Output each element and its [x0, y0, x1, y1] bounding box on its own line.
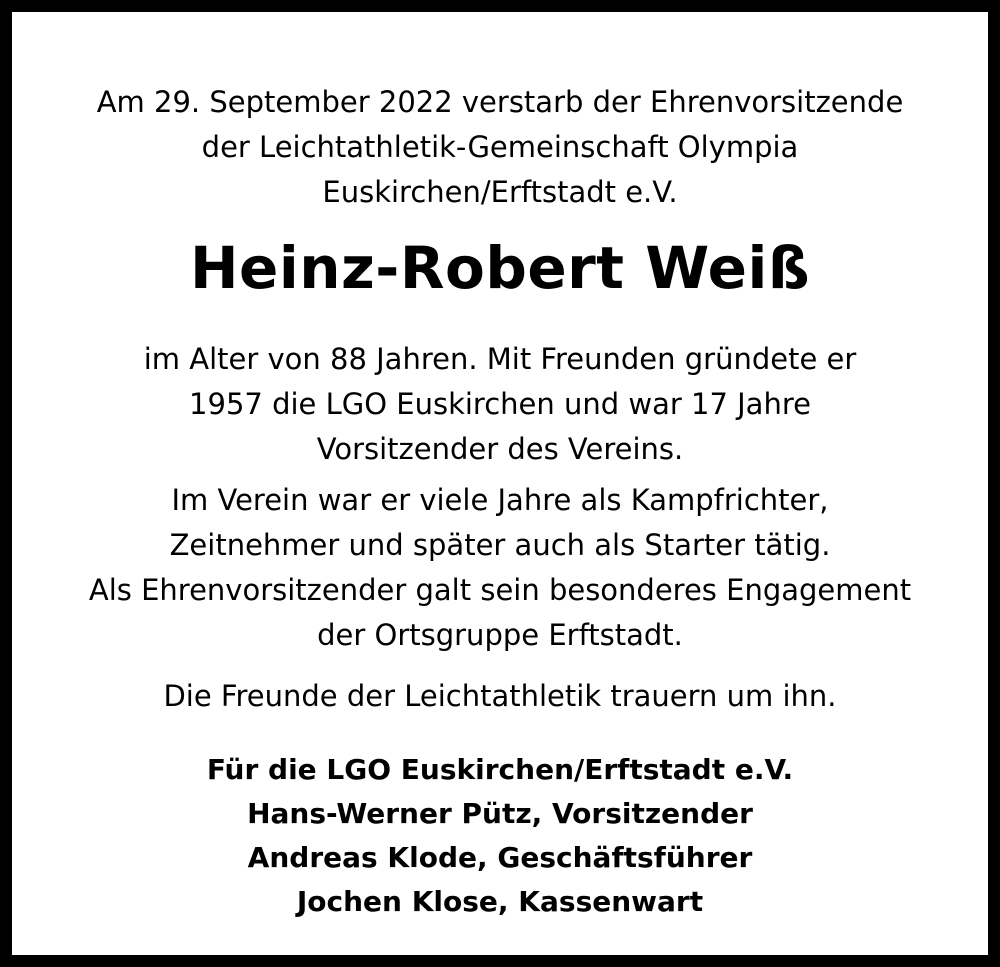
roles-line: Zeitnehmer und später auch als Starter tätig.: [169, 528, 831, 562]
bio-line: 1957 die LGO Euskirchen und war 17 Jahre: [189, 387, 811, 421]
bio-line: im Alter von 88 Jahren. Mit Freunden gründete er: [143, 342, 857, 376]
intro-paragraph: [24, 80, 976, 215]
intro-line: Euskirchen/Erftstadt e.V.: [322, 175, 678, 209]
signer-chairman: Hans-Werner Pütz, Vorsitzender: [247, 797, 753, 830]
signers-block: [24, 748, 976, 924]
signer-organization: Für die LGO Euskirchen/Erftstadt e.V.: [206, 753, 794, 786]
roles-line: der Ortsgruppe Erftstadt.: [317, 618, 683, 652]
signer-manager: Andreas Klode, Geschäftsführer: [247, 841, 753, 874]
mourning-statement: [24, 674, 976, 719]
roles-line: Als Ehrenvorsitzender galt sein besonderes Engagement: [88, 573, 912, 607]
mourning-line: Die Freunde der Leichtathletik trauern um ihn.: [163, 679, 837, 713]
bio-line: Vorsitzender des Vereins.: [316, 432, 684, 466]
deceased-name: Heinz-Robert Weiß: [189, 234, 811, 302]
roles-line: Im Verein war er viele Jahre als Kampfrichter,: [171, 483, 829, 517]
roles-paragraph: [24, 478, 976, 658]
bio-paragraph: [24, 337, 976, 472]
signer-treasurer: Jochen Klose, Kassenwart: [296, 885, 704, 918]
intro-line: der Leichtathletik-Gemeinschaft Olympia: [201, 130, 799, 164]
intro-line: Am 29. September 2022 verstarb der Ehrenvorsitzende: [96, 85, 904, 119]
